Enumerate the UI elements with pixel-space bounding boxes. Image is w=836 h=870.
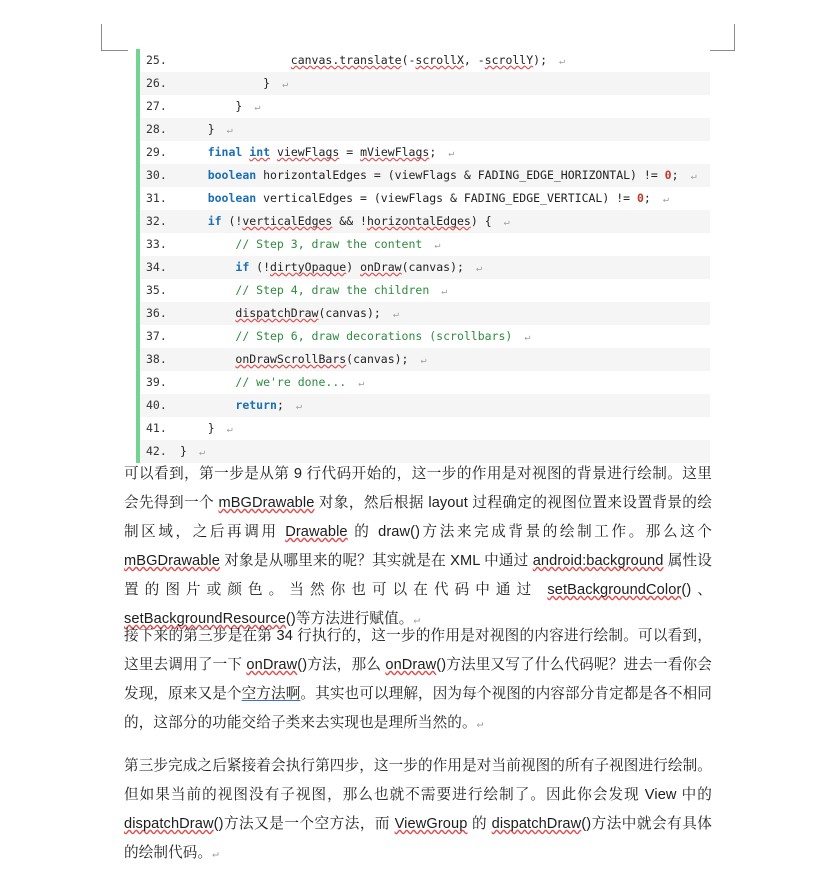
code-indent bbox=[180, 168, 208, 182]
code-token: ; bbox=[429, 145, 437, 159]
code-token: canvas.translate bbox=[290, 53, 402, 67]
code-line-number: 26. bbox=[146, 76, 167, 90]
code-token: dirtyOpaque bbox=[270, 260, 347, 274]
text-run: 。其实也可以理解，因为每个视图的内容部分肯定都是各不相同的，这部分的功能交给子类来去实现也是理所当然的。 bbox=[124, 686, 713, 731]
code-indent bbox=[180, 329, 235, 343]
paragraph-mark-icon: ↵ bbox=[429, 286, 448, 297]
paragraph-mark-icon: ↵ bbox=[547, 56, 566, 67]
code-token: // Step 6, draw decorations (scrollbars) bbox=[235, 329, 513, 343]
text-run: setBackgroundResource bbox=[124, 611, 286, 627]
text-run: 对象，然后根据 layout 过程确定的视图位置来设置背景的绘制区域，之后再调用 bbox=[124, 495, 712, 540]
text-run: ()方法又是一个空方法，而 bbox=[213, 816, 395, 832]
text-run: ()方法，那么 bbox=[297, 657, 386, 673]
paragraph-mark-icon: ↵ bbox=[512, 332, 531, 343]
code-token: viewFlags bbox=[276, 145, 340, 159]
code-token: scrollX bbox=[415, 53, 464, 67]
text-run: mBGDrawable bbox=[218, 495, 315, 511]
paragraph-mark-icon: ↵ bbox=[283, 401, 302, 412]
code-line-number: 36. bbox=[146, 306, 167, 320]
text-run: ()方法中就会有具体的绘制代码。 bbox=[124, 816, 712, 861]
code-line-number: 32. bbox=[146, 214, 167, 228]
code-indent bbox=[180, 191, 208, 205]
paragraph-mark-icon: ↵ bbox=[346, 378, 365, 389]
code-line bbox=[140, 49, 710, 72]
text-run: dispatchDraw bbox=[124, 816, 214, 832]
text-run: ()等方法进行赋值。 bbox=[285, 611, 414, 627]
text-run: ViewGroup bbox=[394, 816, 468, 832]
paragraph-mark-icon: ↵ bbox=[650, 194, 669, 205]
code-line-number: 29. bbox=[146, 145, 167, 159]
code-token: (- bbox=[401, 53, 416, 67]
code-token: 0 bbox=[636, 191, 644, 205]
code-token: } bbox=[207, 421, 215, 435]
code-token: ); bbox=[533, 53, 547, 67]
paragraph-mark-icon: ↵ bbox=[408, 355, 427, 366]
code-token: ) { bbox=[470, 214, 492, 228]
text-run: 的 draw()方法来完成背景的绘制工作。那么这个 bbox=[347, 524, 712, 540]
code-line-number: 31. bbox=[146, 191, 167, 205]
paragraph-mark-icon: ↵ bbox=[380, 309, 399, 320]
paragraph-mark-icon: ↵ bbox=[212, 847, 219, 860]
paragraph-mark-icon: ↵ bbox=[491, 217, 510, 228]
text-run: onDraw bbox=[385, 657, 437, 673]
code-token: mViewFlags bbox=[360, 145, 430, 159]
code-token: verticalEdges = (viewFlags & FADING_EDGE_VERTICAL) != bbox=[256, 191, 637, 205]
code-line bbox=[140, 302, 710, 325]
code-token: if bbox=[207, 214, 222, 228]
paragraph-1 bbox=[124, 460, 712, 634]
code-token: } bbox=[263, 76, 271, 90]
paragraph-mark-icon: ↵ bbox=[214, 125, 233, 136]
paragraph-mark-icon: ↵ bbox=[242, 102, 261, 113]
code-token: } bbox=[207, 122, 215, 136]
code-line-number: 41. bbox=[146, 421, 167, 435]
code-line bbox=[140, 210, 710, 233]
code-line-number: 35. bbox=[146, 283, 167, 297]
page-margin-marker-top-right bbox=[708, 24, 735, 51]
code-line bbox=[140, 72, 710, 95]
code-token: horizontalEdges = (viewFlags & FADING_EDGE_HORIZONTAL) != bbox=[256, 168, 665, 182]
text-run: mBGDrawable bbox=[124, 553, 220, 569]
code-token: , - bbox=[463, 53, 485, 67]
code-line-number: 27. bbox=[146, 99, 167, 113]
code-token: && ! bbox=[332, 214, 367, 228]
code-indent bbox=[180, 99, 235, 113]
code-line bbox=[140, 164, 710, 187]
code-line bbox=[140, 394, 710, 417]
code-token: (! bbox=[221, 214, 243, 228]
code-token bbox=[270, 145, 277, 159]
code-line bbox=[140, 141, 710, 164]
paragraph-mark-icon: ↵ bbox=[436, 148, 455, 159]
code-line bbox=[140, 118, 710, 141]
page-margin-marker-top-left bbox=[101, 24, 128, 51]
code-token: } bbox=[235, 99, 243, 113]
code-indent bbox=[180, 260, 235, 274]
text-run: setBackgroundColor bbox=[547, 582, 682, 598]
code-token: ; bbox=[276, 398, 284, 412]
code-indent bbox=[180, 122, 208, 136]
code-line bbox=[140, 325, 710, 348]
text-run: 第三步完成之后紧接着会执行第四步，这一步的作用是对当前视图的所有子视图进行绘制。但如果当前的视图没有子视图，那么也就不需要进行绘制了。因此你会发现 View 中的 bbox=[124, 758, 712, 803]
code-indent bbox=[180, 53, 291, 67]
code-line bbox=[140, 279, 710, 302]
paragraph-2 bbox=[124, 622, 712, 738]
code-line bbox=[140, 417, 710, 440]
text-run: dispatchDraw bbox=[491, 816, 582, 832]
code-line bbox=[140, 348, 710, 371]
paragraph-3 bbox=[124, 752, 712, 868]
code-line-number: 37. bbox=[146, 329, 167, 343]
code-token: // we're done... bbox=[235, 375, 347, 389]
code-token: // Step 3, draw the content bbox=[235, 237, 423, 251]
code-line bbox=[140, 233, 710, 256]
text-run: 可以看到，第一步是从第 9 行代码开始的，这一步的作用是对视图的背景进行绘制。这里会先得到一个 bbox=[124, 466, 712, 511]
text-run: 接下来的第三步是在第 34 行执行的，这一步的作用是对视图的内容进行绘制。可以看到，这里去调用了一下 bbox=[124, 628, 712, 673]
text-run: 的 bbox=[467, 816, 492, 832]
code-token: ; bbox=[643, 191, 651, 205]
code-line-number: 34. bbox=[146, 260, 167, 274]
code-token: = bbox=[339, 145, 361, 159]
text-run: Drawable bbox=[285, 524, 348, 540]
code-token: 0 bbox=[664, 168, 672, 182]
code-indent bbox=[180, 283, 235, 297]
code-token: verticalEdges bbox=[242, 214, 333, 228]
code-line bbox=[140, 95, 710, 118]
code-line-number: 38. bbox=[146, 352, 167, 366]
code-indent bbox=[180, 76, 263, 90]
code-line-number: 25. bbox=[146, 53, 167, 67]
code-line-number: 33. bbox=[146, 237, 167, 251]
code-token: boolean bbox=[207, 191, 257, 205]
code-token: onDrawScrollBars bbox=[235, 352, 347, 366]
code-indent bbox=[180, 306, 235, 320]
code-token: if bbox=[235, 260, 250, 274]
code-token: return bbox=[235, 398, 277, 412]
code-token: final bbox=[207, 145, 243, 159]
code-line-number: 30. bbox=[146, 168, 167, 182]
code-line bbox=[140, 371, 710, 394]
paragraph-mark-icon: ↵ bbox=[476, 717, 484, 730]
code-token: ; bbox=[671, 168, 679, 182]
code-indent bbox=[180, 375, 235, 389]
paragraph-mark-icon: ↵ bbox=[270, 79, 289, 90]
text-run: ()、 bbox=[681, 582, 712, 598]
text-run: 对象是从哪里来的呢？其实就是在 XML 中通过 bbox=[220, 553, 533, 569]
text-run: ()方法里又写了什么代码呢？进去一看你会发现，原来又是个 bbox=[124, 657, 712, 702]
code-token: boolean bbox=[207, 168, 257, 182]
code-token: dispatchDraw bbox=[235, 306, 319, 320]
code-line-number: 40. bbox=[146, 398, 167, 412]
code-line-number: 39. bbox=[146, 375, 167, 389]
code-indent bbox=[180, 145, 208, 159]
code-token: onDraw bbox=[360, 260, 402, 274]
paragraph-mark-icon: ↵ bbox=[214, 424, 233, 435]
text-run: onDraw bbox=[246, 657, 298, 673]
code-line-number: 42. bbox=[146, 444, 167, 458]
code-indent bbox=[180, 237, 235, 251]
code-token: (canvas); bbox=[401, 260, 464, 274]
code-indent bbox=[180, 398, 235, 412]
code-line bbox=[140, 187, 710, 210]
code-indent bbox=[180, 352, 235, 366]
text-run: 属性设置的图片或颜色。当然你也可以在代码中通过 bbox=[124, 553, 712, 598]
code-token: scrollY bbox=[484, 53, 534, 67]
code-indent bbox=[180, 214, 208, 228]
code-token: (! bbox=[249, 260, 271, 274]
code-line-number: 28. bbox=[146, 122, 167, 136]
paragraph-mark-icon: ↵ bbox=[422, 240, 441, 251]
paragraph-mark-icon: ↵ bbox=[463, 263, 482, 274]
inline-link[interactable]: 空方法啊 bbox=[241, 686, 301, 702]
code-token: ) bbox=[346, 260, 361, 274]
code-token: } bbox=[180, 444, 187, 458]
text-run: android:background bbox=[532, 553, 664, 569]
code-token: horizontalEdges bbox=[366, 214, 471, 228]
code-token: int bbox=[249, 145, 271, 159]
code-block bbox=[136, 49, 710, 463]
code-token: // Step 4, draw the children bbox=[235, 283, 430, 297]
code-token: (canvas); bbox=[318, 306, 381, 320]
paragraph-mark-icon: ↵ bbox=[678, 171, 697, 182]
paragraph-mark-icon: ↵ bbox=[413, 613, 421, 626]
code-token: (canvas); bbox=[346, 352, 409, 366]
code-line bbox=[140, 256, 710, 279]
paragraph-mark-icon: ↵ bbox=[186, 447, 205, 458]
code-indent bbox=[180, 421, 208, 435]
